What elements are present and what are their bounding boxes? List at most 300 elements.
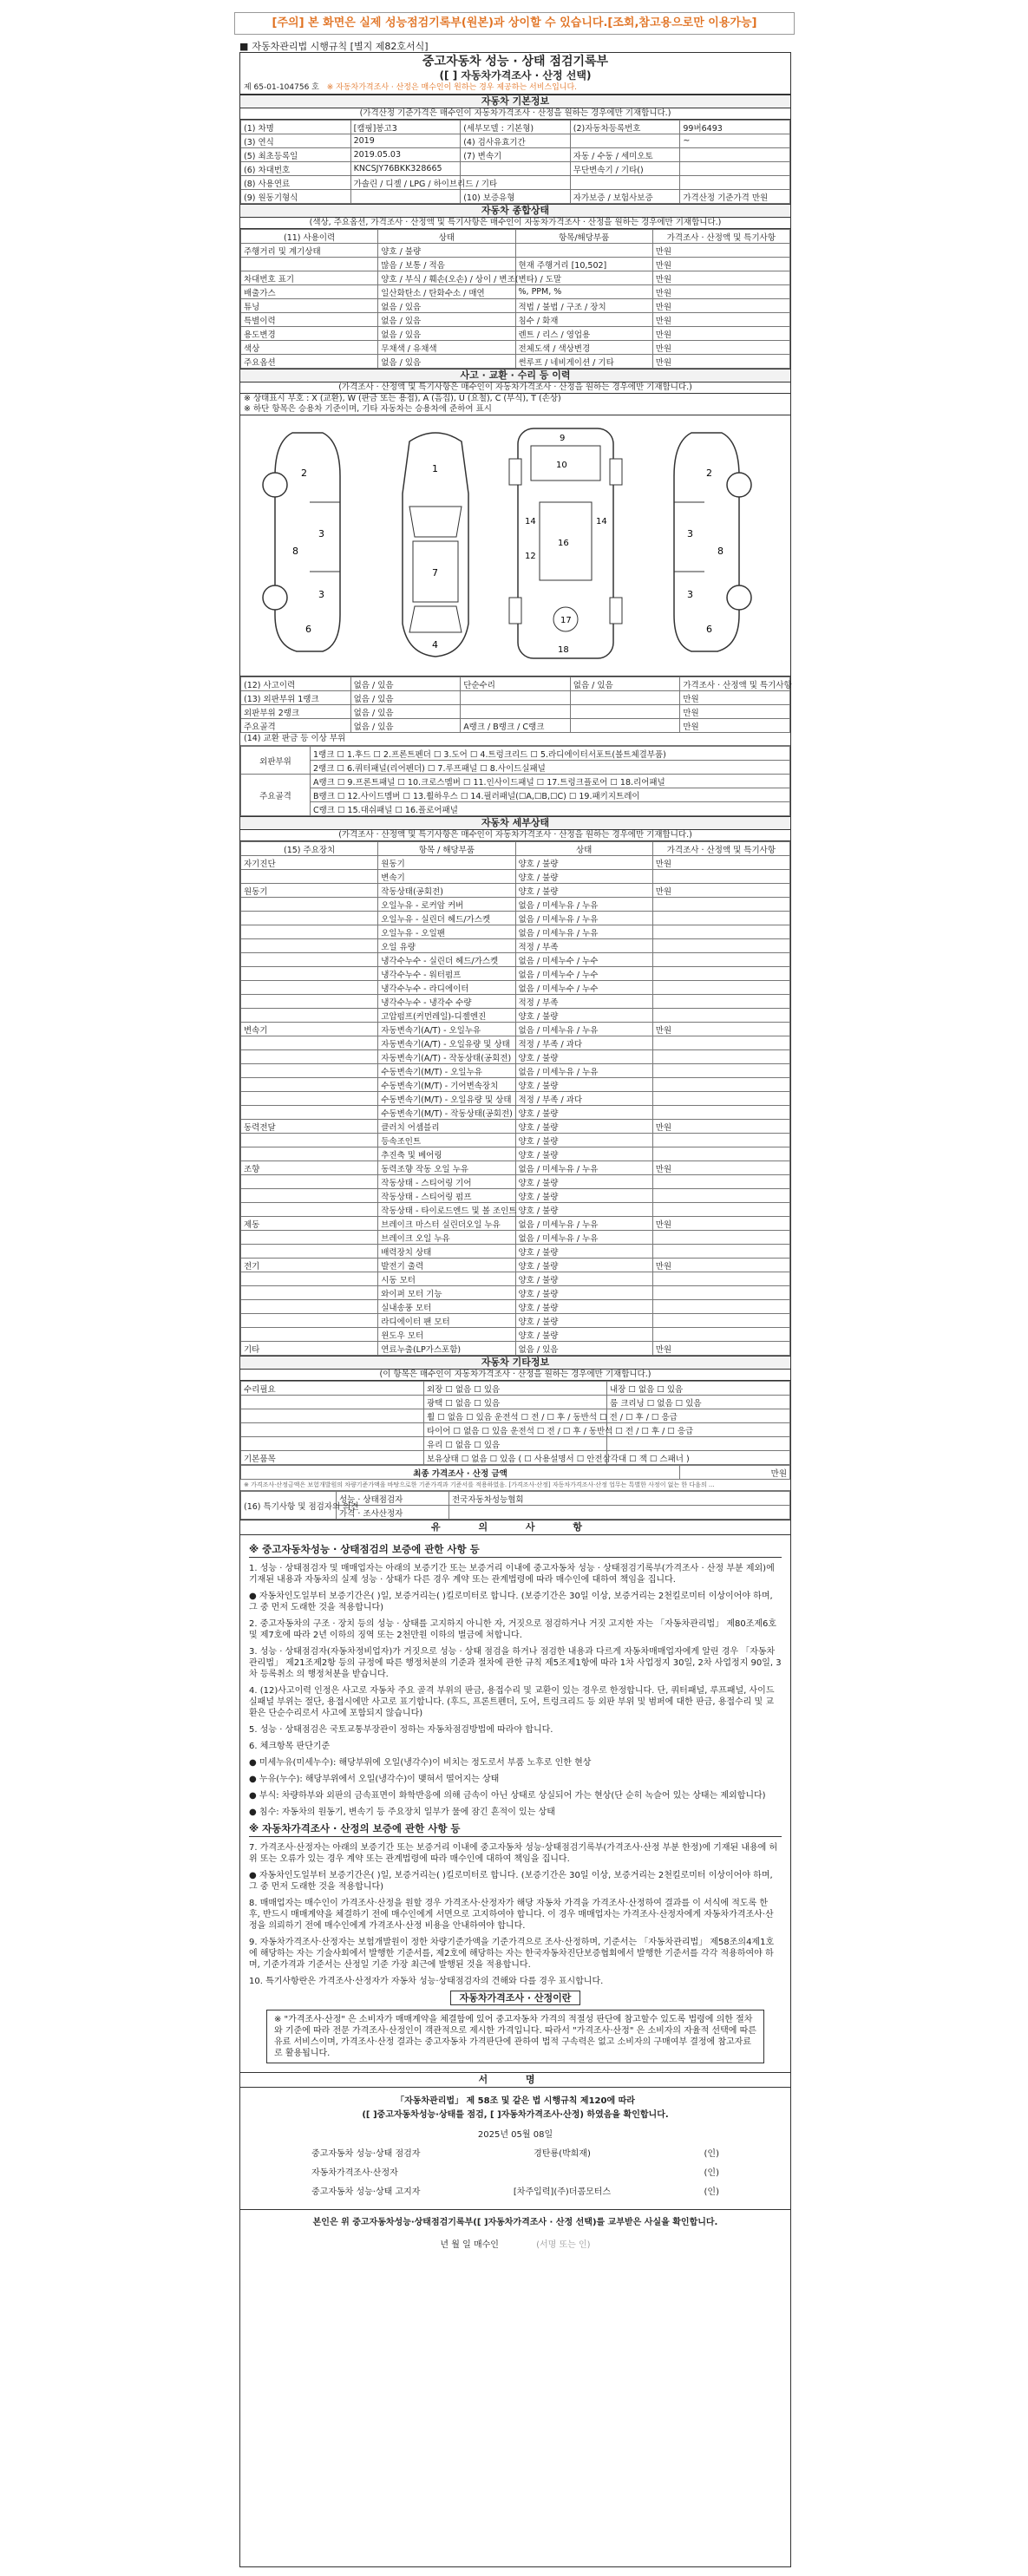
warning-notice: [주의] 본 화면은 실제 성능점검기록부(원본)과 상이할 수 있습니다.[조회,참고용으로만 이용가능] <box>234 12 795 35</box>
basic-info-cell <box>570 176 680 190</box>
detail-cell <box>241 1064 378 1078</box>
detail-row <box>241 1314 790 1328</box>
detail-cell: 양호 / 불량 <box>515 1147 652 1161</box>
detail-cell <box>241 1231 378 1245</box>
notice-area <box>0 0 1028 54</box>
detail-row <box>241 1092 790 1106</box>
outer-rank-2: 2랭크 ☐ 6.쿼터패널(리어펜더) ☐ 7.루프패널 ☐ 8.사이드실패널 <box>311 761 790 775</box>
other-info-cell: 유리 ☐ 없음 ☐ 있음 <box>424 1437 607 1451</box>
basic-info-cell: 99버6493 <box>680 121 790 134</box>
detail-cell <box>652 1300 789 1314</box>
detail-cell: 없음 / 미세누수 / 누수 <box>515 953 652 967</box>
detail-row <box>241 1189 790 1203</box>
basic-info-cell <box>680 176 790 190</box>
basic-info-cell: ~ <box>680 134 790 148</box>
detail-cell <box>241 939 378 953</box>
other-info-cell: 수리필요 <box>241 1382 424 1396</box>
summary-cell: 만원 <box>652 244 789 258</box>
frame-rank-a: A랭크 ☐ 9.프론트패널 ☐ 10.크로스멤버 ☐ 11.인사이드패널 ☐ 17.트렁크플로어 ☐ 18.리어패널 <box>311 775 790 788</box>
detail-cell: 배력장치 상태 <box>378 1245 515 1259</box>
detail-cell: 없음 / 미세누유 / 누유 <box>515 1161 652 1175</box>
summary-row <box>241 244 790 258</box>
detail-cell: 양호 / 불량 <box>515 1203 652 1217</box>
detail-cell: 냉각수누수 - 라디에이터 <box>378 981 515 995</box>
summary-cell: %, PPM, % <box>515 285 652 299</box>
summary-row <box>241 355 790 369</box>
basic-info-row <box>241 176 790 190</box>
other-info-cell: 내장 ☐ 없음 ☐ 있음 <box>607 1382 790 1396</box>
detail-cell: 양호 / 불량 <box>515 1175 652 1189</box>
summary-header <box>241 230 790 244</box>
detail-cell <box>652 1175 789 1189</box>
note-item: ● 미세누유(미세누수): 해당부위에 오일(냉각수)이 비치는 정도로서 부품 노후로 인한 현상 <box>249 1758 592 1768</box>
detail-cell: 적정 / 부족 / 과다 <box>515 1036 652 1050</box>
accident-cell: 만원 <box>680 691 790 705</box>
detail-cell: 양호 / 불량 <box>515 856 652 870</box>
detail-cell: 양호 / 불량 <box>515 1189 652 1203</box>
basic-info-row <box>241 162 790 176</box>
summary-cell: 없음 / 있음 <box>378 355 515 369</box>
accident-cell: 없음 / 있음 <box>350 691 461 705</box>
summary-cell: 적법 / 불법 / 구조 / 장치 <box>515 299 652 313</box>
summary-header-cell: 항목/해당부품 <box>515 230 652 244</box>
accident-row <box>241 719 790 733</box>
basic-info-cell: (4) 검사유효기간 <box>461 134 571 148</box>
price-note: ※ 가격조사·산정금액은 보험개발원의 차량기준가액을 바탕으로한 기준가격과 기준서를 적용하였음. [가격조사·산정] 자동차가격조사·산정 업무는 특별한 사정이 없는 한 다음의 ... <box>240 1480 790 1491</box>
signer-field: 자동차가격조사·산정자 <box>311 2168 398 2178</box>
detail-cell: 만원 <box>652 1342 789 1356</box>
other-info-cell <box>607 1437 790 1451</box>
document-number-row <box>240 82 790 95</box>
detail-cell <box>652 953 789 967</box>
svg-text:3: 3 <box>318 528 324 539</box>
basic-info-cell <box>350 190 461 204</box>
basic-info-row <box>241 134 790 148</box>
accident-cell: 없음 / 있음 <box>570 677 680 691</box>
summary-cell: 색상 <box>241 341 378 355</box>
summary-cell: 용도변경 <box>241 327 378 341</box>
summary-cell: 많음 / 보통 / 적음 <box>378 258 515 271</box>
basic-info-cell: (5) 최초등록일 <box>241 148 351 162</box>
sign-date: 2025년 05월 08일 <box>477 2130 553 2140</box>
detail-cell <box>241 1050 378 1064</box>
document-subtitle: ([ ] 자동차가격조사 · 산정 선택) <box>439 69 592 82</box>
detail-cell <box>652 1245 789 1259</box>
basic-info-cell: (7) 변속기 <box>461 148 571 162</box>
accident-section <box>240 369 790 816</box>
summary-cell: 차대번호 표기 <box>241 271 378 285</box>
detail-row <box>241 1203 790 1217</box>
detail-cell: 작동상태 - 스티어링 펌프 <box>378 1189 515 1203</box>
detail-cell <box>652 1050 789 1064</box>
basic-info-cell: (3) 연식 <box>241 134 351 148</box>
detail-cell: 없음 / 미세누수 / 누수 <box>515 981 652 995</box>
note-item: 10. 특기사항란은 가격조사·산정자가 자동차 성능·상태점검자의 견해와 다를 경우 표시합니다. <box>249 1977 604 1986</box>
detail-cell: 수동변속기(M/T) - 작동상태(공회전) <box>378 1106 515 1120</box>
opinion-org: 전국자동차성능협회 <box>449 1492 790 1506</box>
basic-info-cell <box>680 162 790 176</box>
appraisal-definition-text: ※ "가격조사·산정" 은 소비자가 매매계약을 체결함에 있어 중고자동차 가격의 적절성 판단에 참고할수 있도록 법령에 의한 절차와 기준에 따라 전문 가격조사·산정인이 객관적으로 제시한 가격입니다. 따라서 "가격조사·산정" 은 소비자의 자율적 선택에 따른 유료 서비스이며, 가격조사·산정 결과는 중고자동차 가격판단에 관하여 법적 구속력은 없고 소비자의 구매여부 결정에 참고자료로 활용됩니다. <box>266 2010 764 2063</box>
basic-info-cell: (10) 보증유형 <box>461 190 571 204</box>
basic-info-cell: (2)자동차등록번호 <box>570 121 680 134</box>
document-number: 제 65-01-104756 호 <box>244 83 319 92</box>
svg-text:6: 6 <box>305 624 311 635</box>
detail-cell <box>652 1092 789 1106</box>
receipt-statement: 본인은 위 중고자동차성능·상태점검기록부([ ]자동차가격조사 · 산정 선택)를 교부받은 사실을 확인합니다. <box>240 2209 790 2229</box>
detail-cell: 원동기 <box>378 856 515 870</box>
detail-cell: 브레이크 오일 누유 <box>378 1231 515 1245</box>
other-info-cell <box>241 1409 424 1423</box>
basic-info-cell: [캠핑]봉고3 <box>350 121 461 134</box>
svg-text:3: 3 <box>318 589 324 600</box>
detail-cell: 원동기 <box>241 884 378 898</box>
detail-row <box>241 967 790 981</box>
detail-cell <box>241 1314 378 1328</box>
detail-row <box>241 1036 790 1050</box>
svg-text:4: 4 <box>432 639 438 651</box>
detail-cell <box>652 981 789 995</box>
note-item: 9. 자동차가격조사·산정자는 보험개발원이 정한 차량기준가액을 기준가격으로 조사·산정하며, 기준서는 「자동차관리법」 제58조의4제1호에 해당하는 자는 기술사회에서 발행한 기준서를, 제2호에 해당하는 자는 한국자동차진단보증협회에서 발행한 기준서를 각각 적용하여야 하며, 기준가격과 기준서는 산정일 기준 가장 최근에 발행된 것을 적용합니다. <box>249 1938 775 1970</box>
sign-section <box>240 2095 790 2257</box>
summary-header-cell: (11) 사용이력 <box>241 230 378 244</box>
accident-heading: 사고 · 교환 · 수리 등 이력 <box>240 369 790 382</box>
signer-field: 중고자동차 성능·상태 점검자 <box>311 2149 421 2159</box>
car-frame-diagram <box>501 420 631 667</box>
detail-row <box>241 870 790 884</box>
signer-field: (인) <box>704 2187 719 2197</box>
car-diagram-area <box>240 415 790 677</box>
detail-cell <box>241 925 378 939</box>
detail-cell: 조향 <box>241 1161 378 1175</box>
detail-cell: 양호 / 불량 <box>515 1286 652 1300</box>
note-item: 1. 성능 · 상태점검자 및 매매업자는 아래의 보증기간 또는 보증거리 이내에 중고자동차 성능 · 상태점검기록부(가격조사 · 산정 부분 제외)에 기재된 내용과 자동차의 실제 성능 · 상태가 다른 경우 계약 또는 관계법령에 따라 매수인에 대하여 책임을 집니다. <box>249 1564 775 1585</box>
other-info-cell <box>241 1423 424 1437</box>
detail-cell: 없음 / 미세누유 / 누유 <box>515 925 652 939</box>
detail-row <box>241 1147 790 1161</box>
receipt-sign: (서명 또는 인) <box>536 2240 591 2250</box>
detail-cell <box>652 1147 789 1161</box>
svg-text:17: 17 <box>560 616 572 625</box>
detail-cell: 수동변속기(M/T) - 오일누유 <box>378 1064 515 1078</box>
detail-row <box>241 1245 790 1259</box>
notes-list-2 <box>249 1842 782 1987</box>
accident-cell: 만원 <box>680 705 790 719</box>
summary-cell: 없음 / 있음 <box>378 299 515 313</box>
basic-info-table <box>240 120 790 204</box>
accident-cell: 만원 <box>680 719 790 733</box>
final-price-unit: 만원 <box>680 1466 790 1480</box>
detail-cell: 동력전달 <box>241 1120 378 1134</box>
detail-cell: 만원 <box>652 1259 789 1272</box>
appraisal-definition-title: 자동차가격조사 · 산정이란 <box>450 1991 581 2005</box>
basic-info-section <box>240 95 790 204</box>
accident-row <box>241 677 790 691</box>
detail-cell: 없음 / 미세누유 / 누유 <box>515 1023 652 1036</box>
detail-cell: 만원 <box>652 884 789 898</box>
detail-cell: 양호 / 불량 <box>515 1106 652 1120</box>
detail-row <box>241 981 790 995</box>
accident-cell: 외판부위 2랭크 <box>241 705 351 719</box>
other-info-table <box>240 1381 790 1465</box>
basic-info-cell <box>680 148 790 162</box>
detail-cell: 없음 / 미세누유 / 누유 <box>515 1064 652 1078</box>
note-item: ● 자동차인도일부터 보증기간은( )일, 보증거리는( )킬로미터로 합니다. (보증기간은 30일 이상, 보증거리는 2천킬로미터 이상이어야 하며, 그 중 먼저 도래한 것을 적용합니다) <box>249 1871 773 1892</box>
detail-cell: 냉각수누수 - 냉각수 수량 <box>378 995 515 1009</box>
law-reference: ■ 자동차관리법 시행규칙 [별지 제82호서식] <box>239 39 429 53</box>
detail-cell: 양호 / 불량 <box>515 1134 652 1147</box>
accident-cell <box>461 691 571 705</box>
detail-cell <box>652 1036 789 1050</box>
summary-cell: 양호 / 불량 <box>378 244 515 258</box>
basic-info-cell <box>461 162 571 176</box>
accident-cell: 주요골격 <box>241 719 351 733</box>
detail-cell <box>652 967 789 981</box>
note-item: ● 부식: 차량하부와 외판의 금속표면이 화학반응에 의해 금속이 아닌 상태로 상실되어 가는 현상(단 순히 녹슬어 있는 상태는 제외합니다) <box>249 1791 766 1801</box>
summary-cell: 주행거리 및 계기상태 <box>241 244 378 258</box>
accident-table <box>240 677 790 733</box>
detail-cell <box>652 1064 789 1078</box>
detail-row <box>241 1078 790 1092</box>
accident-row <box>241 691 790 705</box>
car-side-left-diagram <box>258 424 362 658</box>
detail-cell: 양호 / 불량 <box>515 870 652 884</box>
frame-rank-b: B랭크 ☐ 12.사이드멤버 ☐ 13.휠하우스 ☐ 14.필러패널(☐A,☐B,☐C) ☐ 19.패키지트레이 <box>311 788 790 802</box>
other-info-row <box>241 1409 790 1423</box>
detail-cell <box>652 1286 789 1300</box>
note-item: ● 자동차인도일부터 보증기간은( )일, 보증거리는( )킬로미터로 합니다. (보증기간은 30일 이상, 보증거리는 2천킬로미터 이상이어야 하며, 그 중 먼저 도래한 것을 적용합니다) <box>249 1592 773 1612</box>
summary-cell: 일산화탄소 / 탄화수소 / 매연 <box>378 285 515 299</box>
detail-cell <box>652 1231 789 1245</box>
accident-row <box>241 705 790 719</box>
basic-info-cell: KNCSJY76BKK328665 <box>350 162 461 176</box>
accident-cell: 없음 / 있음 <box>350 719 461 733</box>
detail-cell: 없음 / 미세누유 / 누유 <box>515 1217 652 1231</box>
svg-text:8: 8 <box>717 546 724 557</box>
detail-cell <box>241 967 378 981</box>
svg-text:14: 14 <box>525 517 536 526</box>
summary-table <box>240 229 790 369</box>
summary-header-cell: 상태 <box>378 230 515 244</box>
sign-bar: 서 명 <box>240 2072 790 2088</box>
basic-info-cell: (세부모델 : 기본형) <box>461 121 571 134</box>
detail-cell: 적정 / 부족 <box>515 939 652 953</box>
detail-cell: 양호 / 불량 <box>515 1009 652 1023</box>
basic-info-cell: (9) 원동기형식 <box>241 190 351 204</box>
detail-cell <box>241 1175 378 1189</box>
detail-cell <box>241 898 378 912</box>
signer-field: (인) <box>704 2149 719 2159</box>
detail-cell: 양호 / 불량 <box>515 1328 652 1342</box>
detail-cell: 동력조향 작동 오일 누유 <box>378 1161 515 1175</box>
detail-row <box>241 1328 790 1342</box>
detail-cell <box>241 1245 378 1259</box>
detail-cell: 자기진단 <box>241 856 378 870</box>
detail-row <box>241 1064 790 1078</box>
inspection-record-document <box>239 52 791 2567</box>
detail-row <box>241 1175 790 1189</box>
summary-header-cell: 가격조사 · 산정액 및 특기사항 <box>652 230 789 244</box>
detail-cell: 작동상태(공회전) <box>378 884 515 898</box>
basic-info-cell: 2019.05.03 <box>350 148 461 162</box>
detail-cell <box>652 870 789 884</box>
detail-cell: 없음 / 미세누유 / 누유 <box>515 898 652 912</box>
summary-cell: 현재 주행거리 [10,502] <box>515 258 652 271</box>
detail-cell: 등속조인트 <box>378 1134 515 1147</box>
detail-row <box>241 1300 790 1314</box>
detail-header-cell: 항목 / 해당부품 <box>378 842 515 856</box>
sign-law-2: ([ ]중고자동차성능·상태를 점검, [ ]자동차가격조사·산정) 하였음을 확인합니다. <box>362 2110 669 2120</box>
detail-cell: 양호 / 불량 <box>515 1259 652 1272</box>
detail-cell <box>652 995 789 1009</box>
signer-row <box>311 2145 719 2164</box>
detail-cell: 없음 / 미세누유 / 누유 <box>515 912 652 925</box>
accident-legend-2: ※ 하단 항목은 승용차 기준이며, 기타 자동차는 승용차에 준하여 표시 <box>240 404 790 415</box>
detail-row <box>241 1272 790 1286</box>
svg-text:8: 8 <box>292 546 298 557</box>
svg-text:6: 6 <box>706 624 712 635</box>
opinion-label: (16) 특기사항 및 점검자의 의견 <box>241 1492 337 1520</box>
other-info-cell <box>241 1437 424 1451</box>
detail-cell <box>241 912 378 925</box>
notes-heading-1: ※ 중고자동차성능 · 상태점검의 보증에 관한 사항 등 <box>249 1544 782 1558</box>
basic-info-cell: 가솔린 / 디젤 / LPG / 하이브리드 / 기타 <box>350 176 461 190</box>
basic-info-heading: 자동차 기본정보 <box>240 95 790 108</box>
summary-cell: 만원 <box>652 271 789 285</box>
summary-cell <box>515 244 652 258</box>
detail-row <box>241 1106 790 1120</box>
detail-row <box>241 1259 790 1272</box>
accident-cell: 없음 / 있음 <box>350 677 461 691</box>
notes-heading-2: ※ 자동차가격조사 · 산정의 보증에 관한 사항 등 <box>249 1823 782 1837</box>
summary-cell: 만원 <box>652 285 789 299</box>
summary-row <box>241 271 790 285</box>
accident-cell: A랭크 / B랭크 / C랭크 <box>461 719 571 733</box>
accident-cell: 없음 / 있음 <box>350 705 461 719</box>
detail-cell <box>652 1272 789 1286</box>
detail-cell: 자동변속기(A/T) - 오일유량 및 상태 <box>378 1036 515 1050</box>
accident-cell <box>570 719 680 733</box>
detail-cell: 양호 / 불량 <box>515 1245 652 1259</box>
summary-cell: 만원 <box>652 313 789 327</box>
summary-row <box>241 327 790 341</box>
accident-cell <box>570 691 680 705</box>
summary-cell: 침수 / 화재 <box>515 313 652 327</box>
detail-heading: 자동차 세부상태 <box>240 817 790 830</box>
detail-cell: 변속기 <box>378 870 515 884</box>
note-item: ● 누유(누수): 해당부위에서 오일(냉각수)이 맺혀서 떨어지는 상태 <box>249 1775 500 1784</box>
frame-rank-c: C랭크 ☐ 15.대쉬패널 ☐ 16.플로어패널 <box>311 802 790 816</box>
summary-cell: 썬루프 / 네비게이션 / 기타 <box>515 355 652 369</box>
detail-row <box>241 912 790 925</box>
sign-rows <box>240 2145 790 2202</box>
detail-row <box>241 1161 790 1175</box>
detail-cell: 작동상태 - 스티어링 기어 <box>378 1175 515 1189</box>
note-item: 3. 성능 · 상태점검자(자동차정비업자)가 거짓으로 성능 · 상태 점검을 하거나 점검한 내용과 다르게 자동차매매업자에게 알린 경우 「자동차관리법」 제21조제2항 등의 규정에 따른 행정처분의 기준과 절차에 관한 규칙 제5조제1항에 따라 1차 사업정지 30일, 2차 사업정지 90일, 3차 등록취소 의 행정처분을 받습니다. <box>249 1647 782 1679</box>
detail-cell: 냉각수누수 - 실린더 헤드/가스켓 <box>378 953 515 967</box>
detail-cell: 양호 / 불량 <box>515 1120 652 1134</box>
detail-cell: 시동 모터 <box>378 1272 515 1286</box>
summary-cell: 전체도색 / 색상변경 <box>515 341 652 355</box>
svg-text:1: 1 <box>432 463 438 474</box>
detail-cell: 양호 / 불량 <box>515 1050 652 1064</box>
detail-cell: 라디에이터 팬 모터 <box>378 1314 515 1328</box>
other-info-cell: 룸 크리닝 ☐ 없음 ☐ 있음 <box>607 1396 790 1409</box>
detail-cell: 냉각수누수 - 워터펌프 <box>378 967 515 981</box>
detail-header-cell: (15) 주요장치 <box>241 842 378 856</box>
detail-cell: 수동변속기(M/T) - 오일유량 및 상태 <box>378 1092 515 1106</box>
detail-cell: 만원 <box>652 1120 789 1134</box>
detail-cell: 오일누유 - 로커암 커버 <box>378 898 515 912</box>
accident-subheading: (가격조사 · 산정액 및 특기사항은 매수인이 자동차가격조사 · 산정을 원하는 경우에만 기재합니다.) <box>240 382 790 394</box>
detail-cell: 만원 <box>652 1217 789 1231</box>
exchange-heading: (14) 교환 판금 등 이상 부위 <box>240 733 790 746</box>
detail-cell <box>241 953 378 967</box>
svg-text:2: 2 <box>301 467 307 479</box>
other-info-cell <box>241 1396 424 1409</box>
detail-row <box>241 1050 790 1064</box>
detail-cell <box>241 1300 378 1314</box>
detail-cell: 기타 <box>241 1342 378 1356</box>
detail-cell <box>652 1009 789 1023</box>
detail-subheading: (가격조사 · 산정액 및 특기사항은 매수인이 자동차가격조사 · 산정을 원하는 경우에만 기재합니다.) <box>240 830 790 841</box>
detail-cell: 와이퍼 모터 기능 <box>378 1286 515 1300</box>
summary-cell: 양호 / 부식 / 훼손(오손) / 상이 / 변조(변타) / 도말 <box>378 271 515 285</box>
accident-legend: ※ 상태표시 부호 : X (교환), W (판금 또는 용접), A (흠집), U (요철), C (부식), T (손상) <box>244 394 561 403</box>
final-price-label: 최종 가격조사 · 산정 금액 <box>241 1466 680 1480</box>
detail-cell: 양호 / 불량 <box>515 1272 652 1286</box>
document-title: 중고자동차 성능 · 상태 점검기록부 <box>422 55 609 69</box>
detail-cell: 변속기 <box>241 1023 378 1036</box>
detail-cell: 수동변속기(M/T) - 기어변속장치 <box>378 1078 515 1092</box>
other-info-cell: 보유상태 ☐ 없음 ☐ 있음 ( ☐ 사용설명서 ☐ 안전삼각대 ☐ 잭 ☐ 스패너 ) <box>424 1451 607 1465</box>
detail-cell: 윈도우 모터 <box>378 1328 515 1342</box>
detail-row <box>241 1120 790 1134</box>
summary-subheading: (색상, 주요옵션, 가격조사 · 산정액 및 특기사항은 매수인이 자동차가격조사 · 산정을 원하는 경우에만 기재합니다.) <box>240 218 790 229</box>
detail-cell <box>652 898 789 912</box>
note-item: 2. 중고자동차의 구조 · 장치 등의 성능 · 상태를 고지하지 아니한 자, 거짓으로 점검하거나 거짓 고지한 자는 「자동차관리법」 제80조제6호 및 제7호에 따라 2년 이하의 징역 또는 2천만원 이하의 벌금에 처합니다. <box>249 1619 777 1640</box>
summary-cell: 없음 / 있음 <box>378 313 515 327</box>
svg-text:18: 18 <box>558 645 569 655</box>
summary-row <box>241 285 790 299</box>
other-info-row <box>241 1396 790 1409</box>
signer-field: (인) <box>704 2168 719 2178</box>
opinion-table <box>240 1491 790 1520</box>
sign-law: 「자동차관리법」 제 58조 및 같은 법 시행규칙 제120에 따라 <box>396 2096 635 2106</box>
other-info-section <box>240 1356 790 1520</box>
accident-cell: (13) 외판부위 1랭크 <box>241 691 351 705</box>
detail-row <box>241 1286 790 1300</box>
detail-cell <box>241 1092 378 1106</box>
svg-text:12: 12 <box>525 552 536 561</box>
summary-row <box>241 299 790 313</box>
basic-info-row <box>241 148 790 162</box>
notes-section <box>240 1535 790 2072</box>
detail-row <box>241 1023 790 1036</box>
accident-cell: 단순수리 <box>461 677 571 691</box>
other-info-row <box>241 1423 790 1437</box>
svg-text:7: 7 <box>432 567 438 579</box>
outer-label: 외판부위 <box>241 747 311 775</box>
detail-cell <box>241 1147 378 1161</box>
detail-cell: 오일 유량 <box>378 939 515 953</box>
detail-row <box>241 856 790 870</box>
svg-text:14: 14 <box>596 517 607 526</box>
detail-row <box>241 1009 790 1023</box>
accident-cell: 가격조사 · 산정액 및 특기사항 <box>680 677 790 691</box>
note-item: ● 침수: 자동차의 원동기, 변속기 등 주요장치 일부가 물에 잠긴 흔적이 있는 상태 <box>249 1808 555 1817</box>
note-item: 5. 성능 · 상태점검은 국토교통부장관이 정하는 자동차점검방법에 따라야 합니다. <box>249 1725 553 1735</box>
basic-info-subheading: (가격산정 기준가격은 매수인이 자동차가격조사 · 산정을 원하는 경우에만 기재합니다.) <box>240 108 790 120</box>
